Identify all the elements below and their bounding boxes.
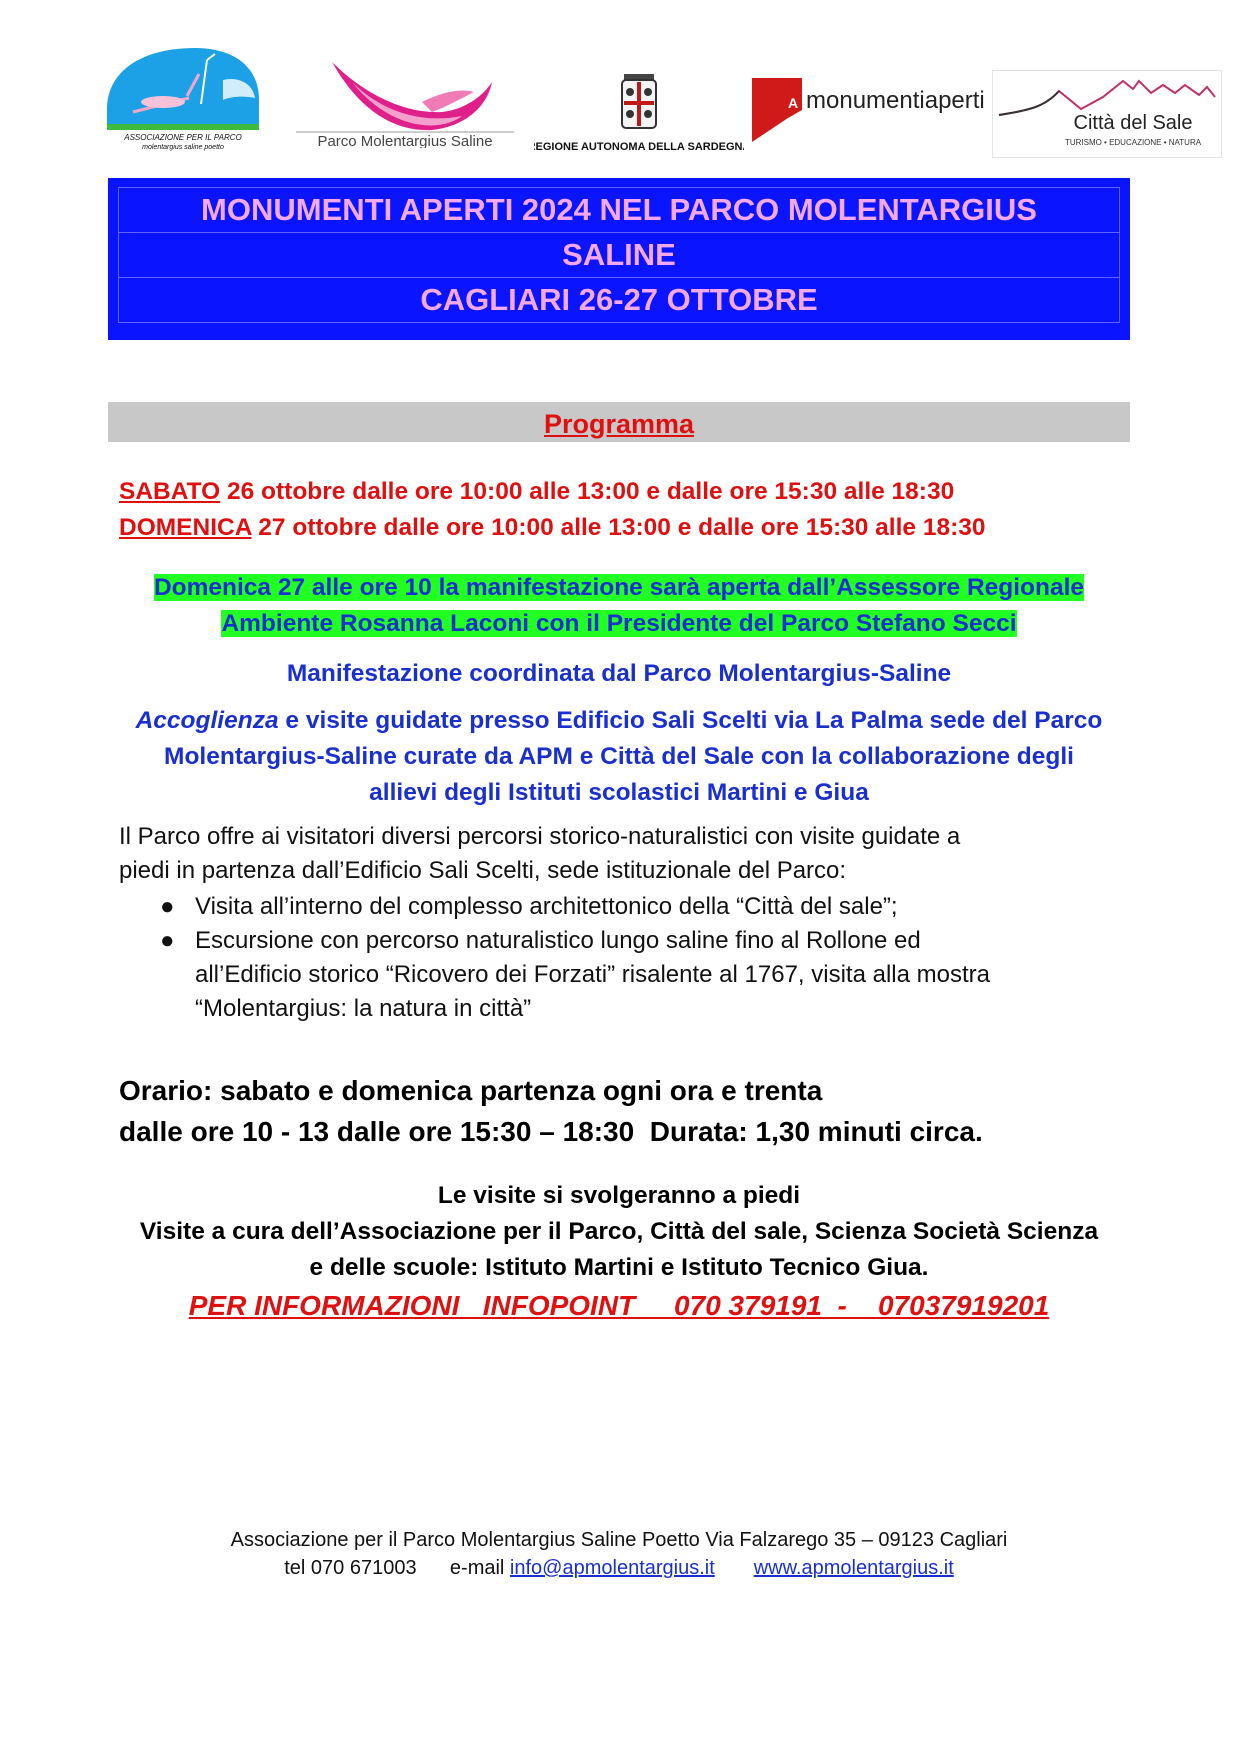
accoglienza-line-3: allievi degli Istituti scolastici Martini e Giua [369,779,869,806]
footer-tel: tel 070 671003 [284,1557,417,1579]
title-banner [108,178,1130,340]
coat-of-arms-icon [534,70,744,154]
title-line-1: MONUMENTI APERTI 2024 NEL PARCO MOLENTARGIUS [118,187,1120,233]
visite-line-1: Le visite si svolgeranno a piedi [437,1182,801,1209]
cds-logo-text: Città del Sale [1073,112,1193,134]
schedule-day: SABATO [119,478,221,505]
opening-line-1: Domenica 27 alle ore 10 la manifestazione sarà aperta dall’Assessore Regionale [153,574,1085,601]
apm-logo-text: ASSOCIAZIONE PER IL PARCO [124,133,242,142]
svg-text:A: A [788,95,799,111]
citta-del-sale-logo [992,70,1222,158]
parco-molentargius-logo [292,52,518,148]
programma-label: Programma [543,409,695,439]
schedule-saturday [119,478,954,506]
info-line: PER INFORMAZIONI INFOPOINT 070 379191 - 07037919201 [188,1290,1050,1321]
intro-line-2: piedi in partenza dall’Edificio Sali Scelti, sede istituzionale del Parco: [119,857,847,884]
title-line-2: SALINE [118,232,1120,278]
footer-address: Associazione per il Parco Molentargius Saline Poetto Via Falzarego 35 – 09123 Cagliari [230,1529,1008,1551]
apm-logo-subtext: molentargius saline poetto [142,144,224,151]
orario-line-2: dalle ore 10 - 13 dalle ore 15:30 – 18:30 Durata: 1,30 minuti circa. [119,1116,983,1147]
website-link[interactable]: www.apmolentargius.it [753,1557,954,1579]
intro-line-1: Il Parco offre ai visitatori diversi percorsi storico-naturalistici con visite guidate a [119,823,961,850]
list-item [152,890,1122,924]
list-item-text: all’Edificio storico “Ricovero dei Forzati” risalente al 1767, visita alla mostra [195,961,990,988]
bullet-icon: ● [160,893,175,920]
accoglienza-paragraph [108,703,1130,811]
apm-logo-graphic [103,40,263,152]
visite-block [108,1178,1130,1286]
list-item-text: “Molentargius: la natura in città” [195,995,532,1022]
schedule-text: 26 ottobre dalle ore 10:00 alle 13:00 e dalle ore 15:30 alle 18:30 [220,478,955,505]
opening-line-2: Ambiente Rosanna Laconi con il Presidente del Parco Stefano Secci [221,610,1017,637]
list-item-text: Escursione con percorso naturalistico lungo saline fino al Rollone ed [195,927,921,954]
footer-email-label: e-mail [449,1557,510,1579]
skyline-icon [993,71,1219,155]
intro-paragraph [119,820,1119,888]
monumenti-aperti-logo [748,70,993,154]
list-item-text: Visita all’interno del complesso architettonico della “Città del sale”; [195,893,898,920]
apm-logo [103,40,263,152]
visite-line-2: Visite a cura dell’Associazione per il Parco, Città del sale, Scienza Società Scienza [139,1218,1099,1245]
schedule-sunday [119,514,986,542]
ras-logo-text: REGIONE AUTONOMA DELLA SARDEGNA [534,141,744,153]
visite-line-3: e delle scuole: Istituto Martini e Istituto Tecnico Giua. [309,1254,929,1281]
accoglienza-line-2: Molentargius-Saline curate da APM e Città del Sale con la collaborazione degli [164,743,1074,770]
percorsi-list [152,890,1122,1026]
list-item [152,924,1122,1026]
title-line-3: CAGLIARI 26-27 OTTOBRE [118,277,1120,323]
flamingo-wing-icon [292,52,518,148]
email-link[interactable]: info@apmolentargius.it [509,1557,715,1579]
schedule-day: DOMENICA [119,514,252,541]
cds-logo-tagline: TURISMO • EDUCAZIONE • NATURA [1064,138,1202,147]
schedule-text: 27 ottobre dalle ore 10:00 alle 13:00 e dalle ore 15:30 alle 18:30 [251,514,986,541]
regione-sardegna-logo [534,70,744,154]
orario-block [119,1070,1129,1152]
pms-logo-text: Parco Molentargius Saline [317,133,493,148]
programma-header [108,402,1130,442]
bullet-icon: ● [160,927,175,954]
ma-logo-text: monumentiaperti [806,87,985,114]
footer [108,1526,1130,1582]
ma-logo-graphic [748,70,993,154]
opening-announcement [108,570,1130,642]
accoglienza-word: Accoglienza [135,707,279,734]
coordinata-text: Manifestazione coordinata dal Parco Molentargius-Saline [286,660,952,687]
accoglienza-line-1: e visite guidate presso Edificio Sali Scelti via La Palma sede del Parco [278,707,1103,734]
orario-line-1: Orario: sabato e domenica partenza ogni ora e trenta [119,1075,823,1106]
